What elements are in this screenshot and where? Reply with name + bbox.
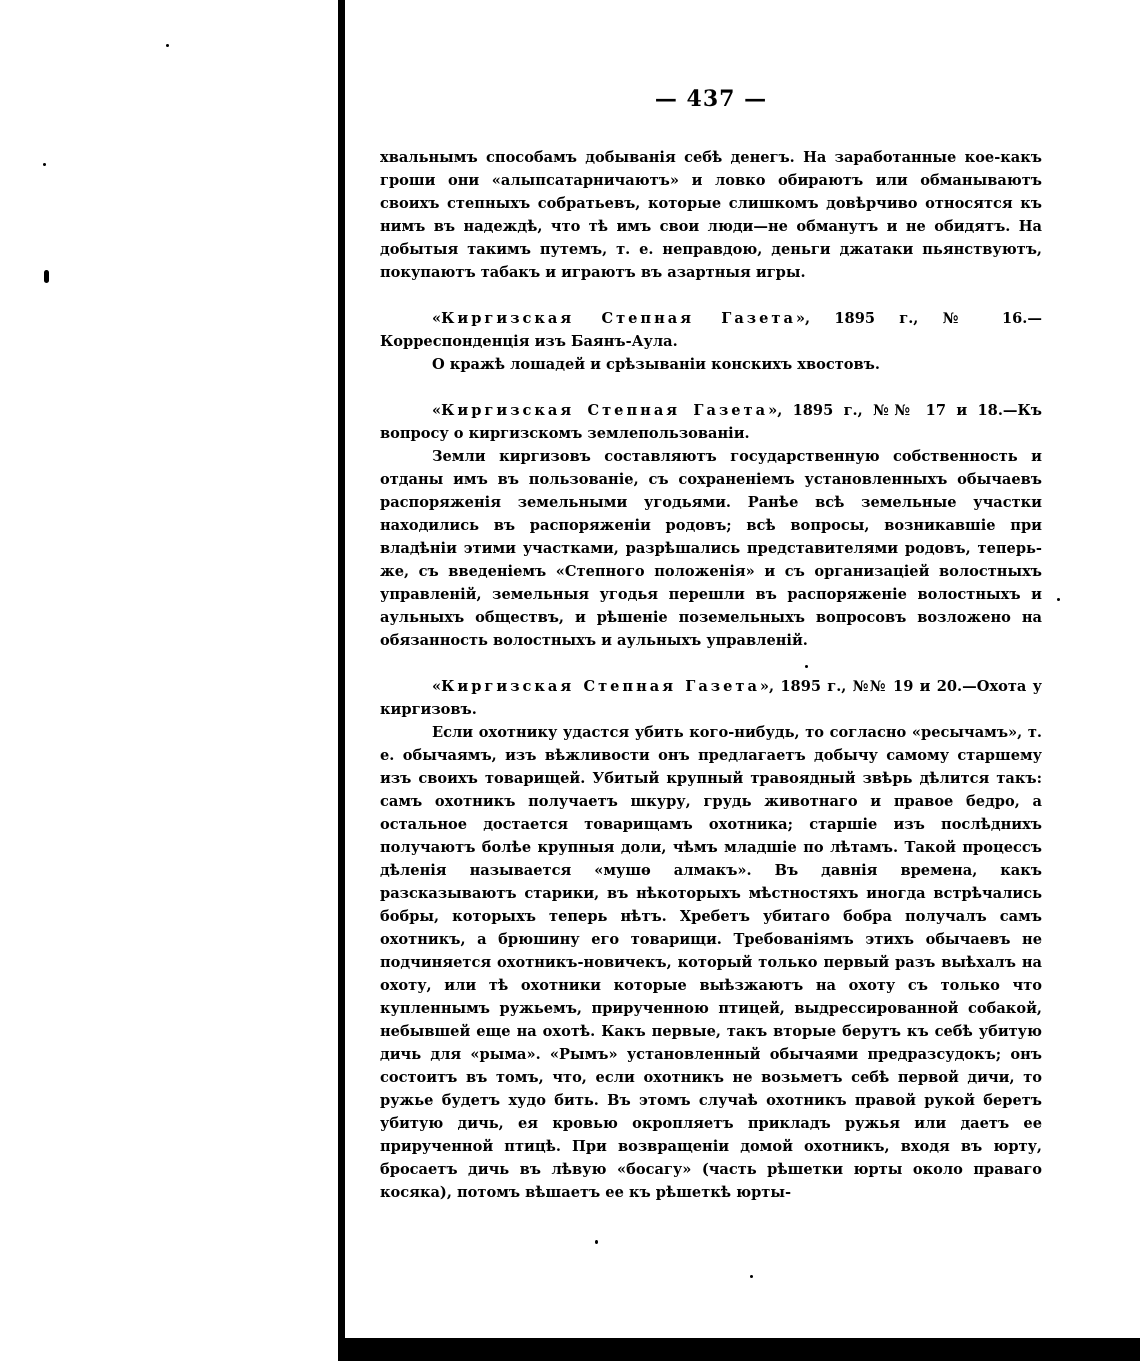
speck bbox=[166, 44, 169, 47]
paragraph-dzhataki: хвальнымъ способамъ добыванія себѣ денегъ. На заработанные кое-какъ гроши они «алыпсатарничаютъ» и ловко обираютъ или обманываютъ своихъ степныхъ собратьевъ, которые слишкомъ довѣрчиво относятся къ нимъ въ надеждѣ, что тѣ имъ свои люди—не обманутъ и не обидятъ. На добытыя такимъ путемъ, т. е. неправдою, деньги джатаки пьянствуютъ, покупаютъ табакъ и играютъ въ азартныя игры. bbox=[380, 149, 1042, 281]
page-bottom-edge bbox=[340, 1338, 1140, 1361]
citation-gazette-16: «Киргизская Степная Газета», 1895 г., № 16.—Корреспонденція изъ Баянъ-Аула. bbox=[380, 310, 1042, 350]
speck bbox=[595, 1240, 598, 1244]
citation-detail: , 1895 г., № 16.—Корреспонденція изъ Баянъ-Аула. bbox=[380, 310, 1042, 350]
citation-detail: , 1895 г., №№ 19 и 20.—Охота у киргизовъ. bbox=[380, 678, 1042, 718]
document-page bbox=[380, 86, 1042, 1204]
citation-gazette-19-20: «Киргизская Степная Газета», 1895 г., №№ 19 и 20.—Охота у киргизовъ. bbox=[380, 678, 1042, 718]
gazette-title: Киргизская Степная Газета bbox=[441, 402, 769, 419]
gazette-title: Киргизская Степная Газета bbox=[441, 678, 760, 695]
page-number: — 437 — bbox=[654, 86, 768, 112]
gazette-title: Киргизская Степная Газета bbox=[441, 310, 796, 327]
speck bbox=[750, 1275, 753, 1278]
summary-horse-theft: О кражѣ лошадей и срѣзываніи конскихъ хвостовъ. bbox=[432, 356, 880, 373]
citation-gazette-17-18: «Киргизская Степная Газета», 1895 г., №№ 17 и 18.—Къ вопросу о киргизскомъ землепользованіи. bbox=[380, 402, 1042, 442]
speck bbox=[1057, 598, 1060, 601]
paragraph-land-use: Земли киргизовъ составляютъ государственную собственность и отданы имъ въ пользованіе, съ сохраненіемъ установленныхъ обычаевъ распоряженія земельными угодьями. Ранѣе всѣ земельные участки находились въ распоряженіи родовъ; всѣ вопросы, возникавшіе при владѣніи этими участками, разрѣшались представителями родовъ, теперь-же, съ введеніемъ «Степного положенія» и съ организаціей волостныхъ управленій, земельныя угодья перешли въ распоряженіе волостныхъ и аульныхъ обществъ, и рѣшеніе поземельныхъ вопросовъ возложено на обязанность волостныхъ и аульныхъ управленій. bbox=[380, 448, 1042, 649]
speck bbox=[44, 270, 49, 283]
citation-detail: , 1895 г., №№ 17 и 18.—Къ вопросу о киргизскомъ землепользованіи. bbox=[380, 402, 1042, 442]
page-binding-line bbox=[338, 0, 345, 1361]
paragraph-hunting: Если охотнику удастся убить кого-нибудь, то согласно «ресычамъ», т. е. обычаямъ, изъ вѣжливости онъ предлагаетъ добычу самому старшему изъ своихъ товарищей. Убитый крупный травоядный звѣрь дѣлится такъ: самъ охотникъ получаетъ шкуру, грудь животнаго и правое бедро, а остальное достается товарищамъ охотника; старшіе изъ послѣднихъ получаютъ болѣе крупныя доли, чѣмъ младшіе по лѣтамъ. Такой процессъ дѣленія называется «мушө алмакъ». Въ давнія времена, какъ разсказываютъ старики, въ нѣкоторыхъ мѣстностяхъ иногда встрѣчались бобры, которыхъ теперь нѣтъ. Хребетъ убитаго бобра получалъ самъ охотникъ, а брюшину его товарищи. Требованіямъ этихъ обычаевъ не подчиняется охотникъ-новичекъ, который только первый разъ выѣхалъ на охоту, или тѣ охотники которые выѣзжаютъ на охоту съ только что купленнымъ ружьемъ, прирученною птицей, выдрессированной собакой, небывшей еще на охотѣ. Какъ первые, такъ вторые берутъ къ себѣ убитую дичь для «рыма». «Рымъ» установленный обычаями предразсудокъ; онъ состоитъ въ томъ, что, если охотникъ не возьметъ себѣ первой дичи, то ружье будетъ худо бить. Въ этомъ случаѣ охотникъ правой рукой беретъ убитую дичь, ея кровью окропляетъ прикладъ ружья или даетъ ее прирученной птицѣ. При возвращеніи домой охотникъ, входя въ юрту, бросаетъ дичь въ лѣвую «босагу» (часть рѣшетки юрты около праваго косяка), потомъ вѣшаетъ ее къ рѣшеткѣ юрты- bbox=[380, 724, 1042, 1201]
speck bbox=[43, 163, 46, 166]
